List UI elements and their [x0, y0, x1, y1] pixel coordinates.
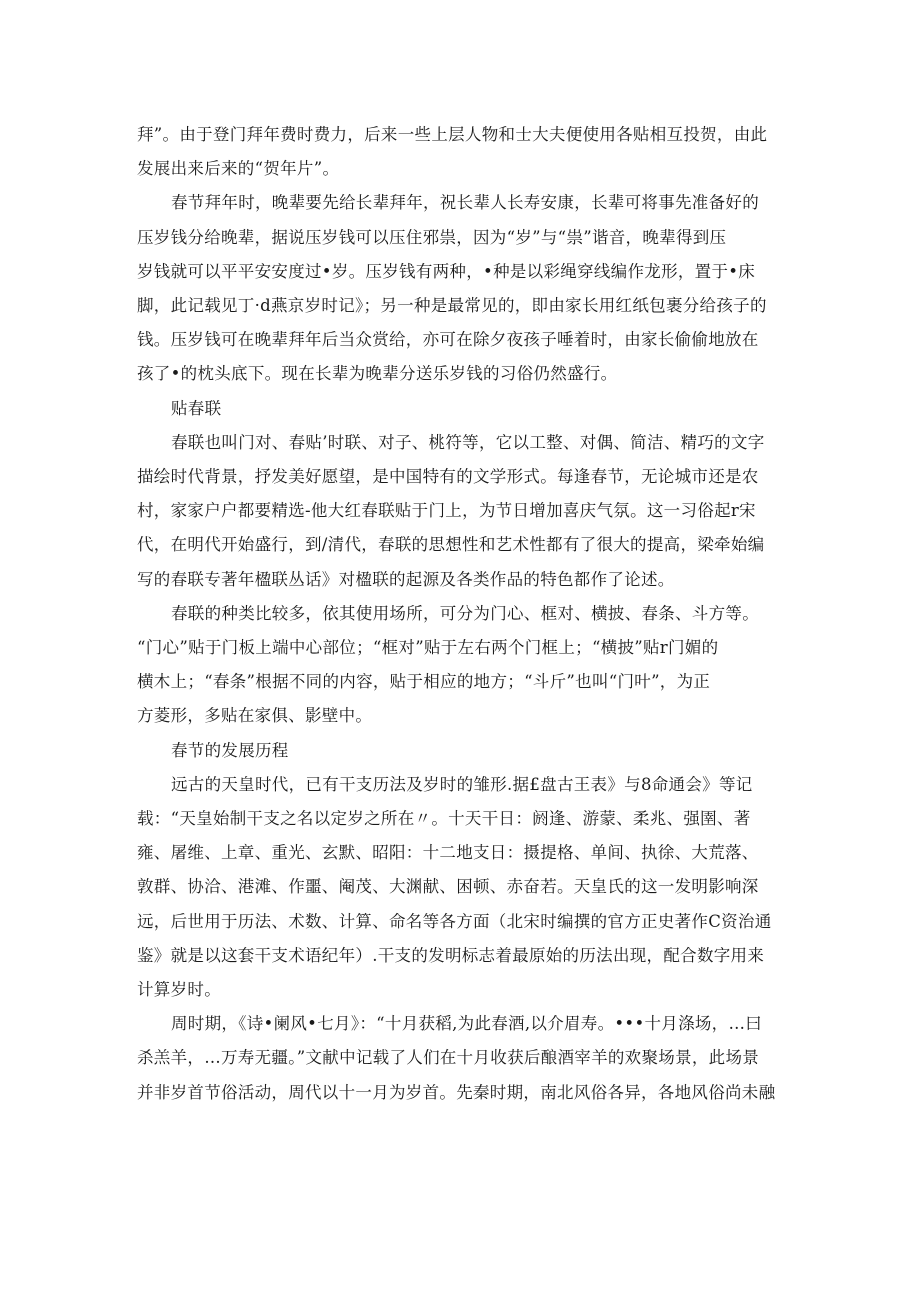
text-line: 远，后世用于历法、术数、计算、命名等各方面（北宋时编撰的官方正史著作C资治通 — [137, 911, 772, 931]
text-line: 拜”。由于登门拜年费时费力，后来一些上层人物和士大夫便使用各贴相互投贺，由此 — [137, 125, 768, 144]
text-line: 方菱形，多贴在家俱、影壁中。 — [137, 706, 373, 726]
text-line: 描绘时代背景，抒发美好愿望，是中国特有的文学形式。每逢春节，无论城市还是农 — [137, 467, 759, 487]
text-line: 敦群、协洽、港滩、作噩、阉茂、大渊献、困顿、赤奋若。天皇氏的这一发明影响深 — [137, 877, 759, 897]
text-line: 压岁钱分给晚辈，据说压岁钱可以压住邪祟，因为“岁”与“祟”谐音，晚辈得到压 — [137, 227, 727, 247]
section-heading-history — [137, 734, 783, 768]
text-line: 计算岁时。 — [137, 980, 221, 1000]
paragraph-couplet-types — [137, 597, 783, 734]
text-line: 春节拜年时，晚辈要先给长辈拜年，祝长辈人长寿安康，长辈可将事先准备好的 — [171, 193, 759, 213]
text-line: 鉴》就是以这套干支术语纪年）.干支的发明标志着最原始的历法出现，配合数字用来 — [137, 945, 765, 965]
section-heading-couplets — [137, 392, 783, 426]
text-line: 村，家家户户都要精选-他大红春联贴于门上，为节日增加喜庆气氛。这一习俗起r宋 — [137, 501, 756, 521]
text-line: 雍、屠维、上章、重光、玄默、昭阳：十二地支日：摄提格、单间、执徐、大荒落、 — [137, 843, 759, 863]
text-line: 岁钱就可以平平安安度过•岁。压岁钱有两种，•种是以彩绳穿线编作龙形，置于•床 — [137, 261, 756, 281]
paragraph-zhou-period — [137, 1007, 783, 1110]
text-line: 并非岁首节俗活动，周代以十一月为岁首。先秦时期，南北风俗各异，各地风俗尚未融 — [137, 1082, 776, 1102]
paragraph-couplets-intro — [137, 426, 783, 597]
text-line: 载：“天皇始制干支之名以定岁之所在〃。十天干日：阏逢、游蒙、柔兆、强圉、著 — [137, 809, 751, 829]
text-line: 春联也叫门对、春贴’时联、对子、桃符等，它以工整、对偶、简洁、精巧的文字 — [171, 432, 765, 452]
paragraph-ganzhi — [137, 768, 783, 1007]
paragraph-lucky-money — [137, 186, 783, 391]
text-line: 脚，此记载见丁·d燕京岁时记》；另一种是最常见的，即由家长用红纸包裹分给孩子的 — [137, 296, 767, 316]
text-line: 横木上；“春条”根据不同的内容，贴于相应的地方；“斗斤”也叫“门叶”，为正 — [137, 672, 711, 692]
text-line: 远古的天皇时代，已有干支历法及岁时的雏形.据£盘古王表》与8命通会》等记 — [171, 774, 753, 794]
text-line: 周时期，《诗•阑风•七月》：“十月获稻,为此春酒,以介眉寿。•••十月涤场，…曰 — [171, 1014, 763, 1034]
text-line: 春节的发展历程 — [171, 740, 289, 760]
text-line: “门心”贴于门板上端中心部位；“框对”贴于左右两个门框上；“横披”贴r门媚的 — [137, 638, 719, 658]
text-line: 写的春联专著年楹联丛话》对楹联的起源及各类作品的特色都作了论述。 — [137, 569, 675, 589]
document-body — [137, 118, 783, 1110]
text-line: 春联的种类比较多，依其使用场所，可分为门心、框对、横披、春条、斗方等。 — [171, 603, 759, 623]
text-line: 发展出来后来的“贺年片”。 — [137, 159, 340, 179]
text-line: 钱。压岁钱可在晚辈拜年后当众赏给，亦可在除夕夜孩子唾着时，由家长偷偷地放在 — [137, 330, 759, 350]
paragraph-new-year-cards — [137, 118, 783, 186]
text-line: 贴春联 — [171, 398, 222, 418]
text-line: 孩了•的枕头底下。现在长辈为晚辈分送乐岁钱的习俗仍然盛行。 — [137, 364, 618, 384]
text-line: 杀羔羊，…万寿无疆。”文献中记载了人们在十月收获后酿酒宰羊的欢聚场景，此场景 — [137, 1048, 760, 1068]
text-line: 代，在明代开始盛行，到/清代，春联的思想性和艺术性都有了很大的提高，梁牵始编 — [137, 535, 765, 555]
